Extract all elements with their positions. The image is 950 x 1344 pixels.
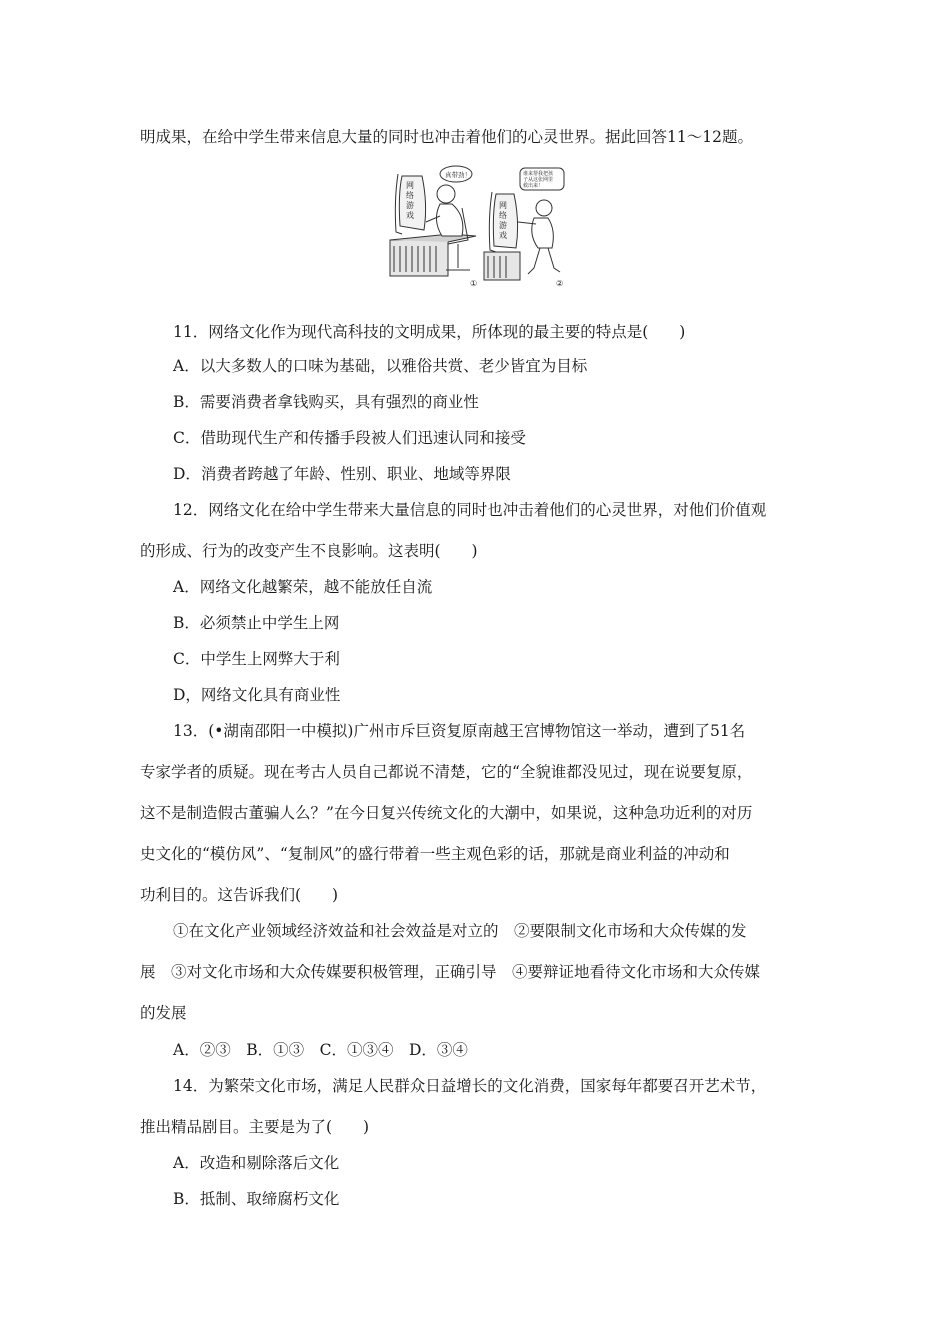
q12-option-b: B．必须禁止中学生上网 <box>173 614 340 632</box>
q13-stem-line2: 专家学者的质疑。现在考古人员自己都说不清楚，它的“全貌谁都没见过，现在说要复原， <box>140 763 753 781</box>
q11-option-b: B．需要消费者拿钱购买，具有强烈的商业性 <box>173 393 479 411</box>
q14-option-b: B．抵制、取缔腐朽文化 <box>173 1190 340 1208</box>
q11-stem: 11．网络文化作为现代高科技的文明成果，所体现的最主要的特点是( ) <box>173 323 686 341</box>
screen-1-text: 网络游戏 <box>406 181 414 220</box>
bubble-2-text: 谁来帮我把孩 子从这张网里 救出来！ <box>523 171 554 189</box>
q12-stem-line1: 12．网络文化在给中学生带来大量信息的同时也冲击着他们的心灵世界，对他们价值观 <box>173 501 767 519</box>
q13-stem-line5: 功利目的。这告诉我们( ) <box>140 886 339 904</box>
q13-stem-line3: 这不是制造假古董骗人么？”在今日复兴传统文化的大潮中，如果说，这种急功近利的对历 <box>140 804 753 822</box>
q13-stem-line1: 13．(•湖南邵阳一中模拟)广州市斥巨资复原南越王宫博物馆这一举动，遭到了51名 <box>173 722 746 740</box>
bubble-1-text: 真带劲！ <box>445 171 471 179</box>
q12-stem-line2: 的形成、行为的改变产生不良影响。这表明( ) <box>140 542 478 560</box>
panel-1-number: ① <box>470 279 478 288</box>
q13-statements-line3: 的发展 <box>140 1004 187 1022</box>
panel-2-number: ② <box>556 279 564 288</box>
q13-options: A．②③ B．①③ C．①③④ D．③④ <box>173 1041 468 1059</box>
cartoon-panel-1 <box>390 166 476 276</box>
q14-option-a: A．改造和剔除落后文化 <box>173 1154 340 1172</box>
q11-option-c: C．借助现代生产和传播手段被人们迅速认同和接受 <box>173 429 526 447</box>
q14-stem-line1: 14．为繁荣文化市场，满足人民群众日益增长的文化消费，国家每年都要召开艺术节， <box>173 1077 767 1095</box>
q11-option-d: D．消费者跨越了年龄、性别、职业、地域等界限 <box>173 465 511 483</box>
q12-option-d: D，网络文化具有商业性 <box>173 686 341 704</box>
q13-stem-line4: 史文化的“模仿风”、“复制风”的盛行带着一些主观色彩的话，那就是商业利益的冲动和 <box>140 845 730 863</box>
q11-option-a: A．以大多数人的口味为基础，以雅俗共赏、老少皆宜为目标 <box>173 357 588 375</box>
q12-option-c: C．中学生上网弊大于利 <box>173 650 340 668</box>
q13-statements-line2: 展 ③对文化市场和大众传媒要积极管理，正确引导 ④要辩证地看待文化市场和大众传媒 <box>140 963 761 981</box>
q13-statements-line1: ①在文化产业领域经济效益和社会效益是对立的 ②要限制文化市场和大众传媒的发 <box>173 922 747 940</box>
q14-stem-line2: 推出精品剧目。主要是为了( ) <box>140 1118 370 1136</box>
q12-option-a: A．网络文化越繁荣，越不能放任自流 <box>173 578 433 596</box>
cartoon-figure <box>388 164 568 288</box>
intro-text: 明成果，在给中学生带来信息大量的同时也冲击着他们的心灵世界。据此回答11～12题。 <box>140 128 753 146</box>
screen-2-text: 网络游戏 <box>499 201 507 240</box>
